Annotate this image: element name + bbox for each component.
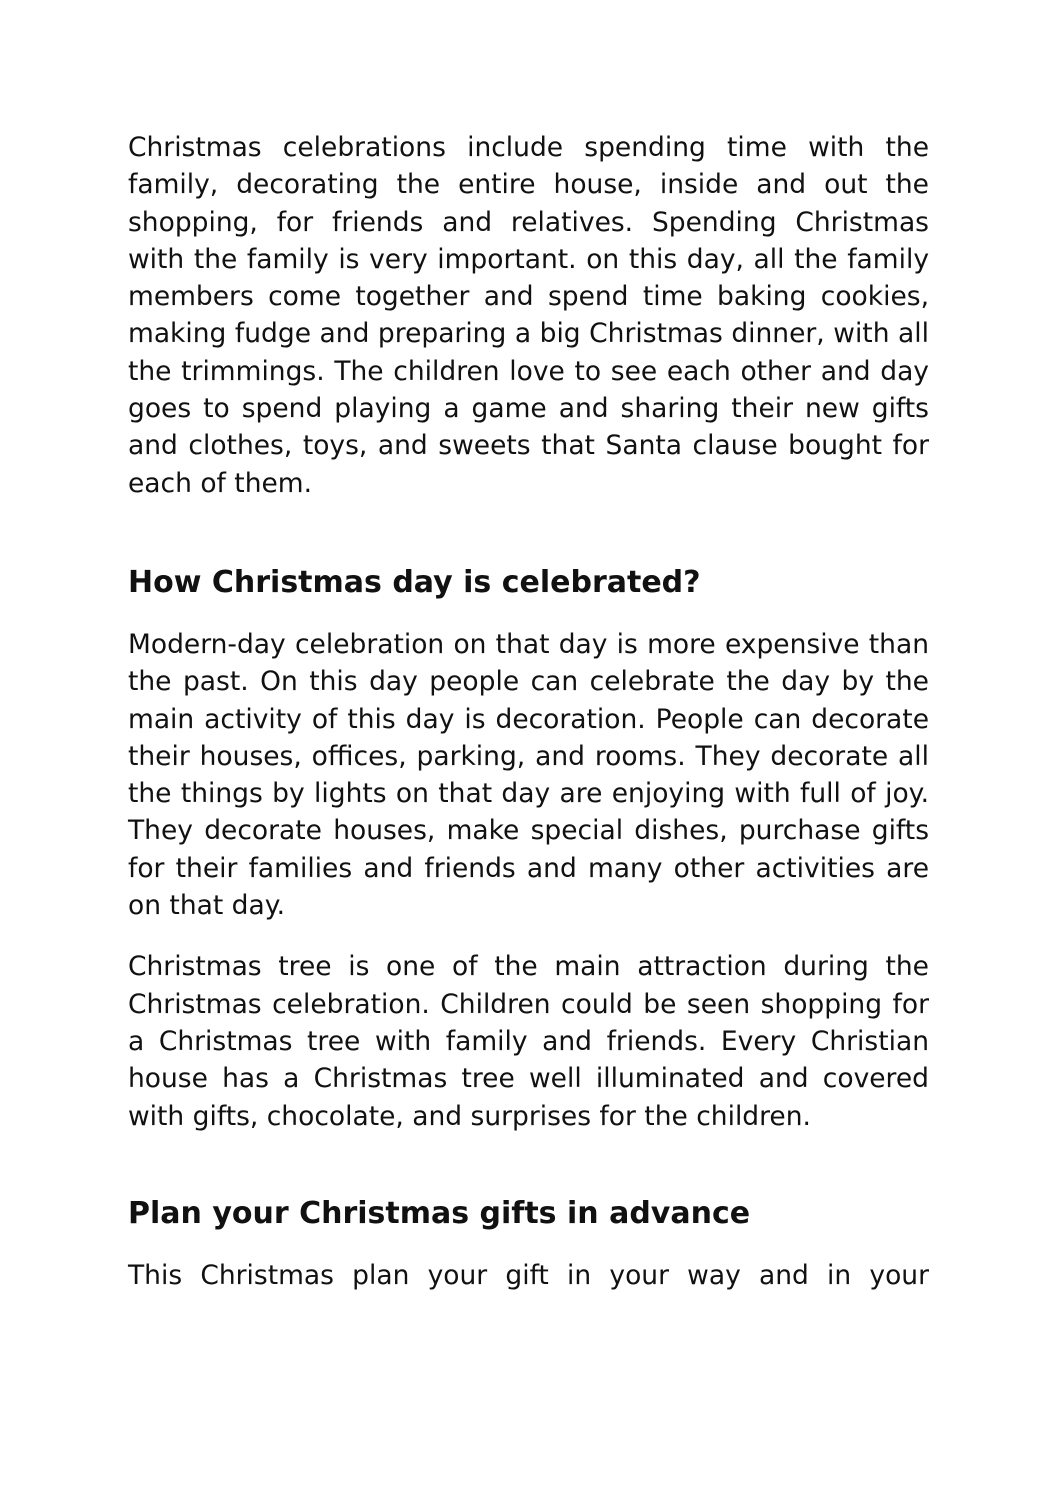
paragraph-plan-your-gift: This Christmas plan your gift in your way and in your (128, 1259, 929, 1291)
paragraph-christmas-tree: Christmas tree is one of the main attraction during the Christmas celebration. Children could be seen shopping for a Christmas tree with family and friends. Every Christian house has a Christmas tree well illuminated and covered with gifts, chocolate, and surprises for the children. (128, 951, 929, 1132)
paragraph-modern-day-celebration: Modern-day celebration on that day is more expensive than the past. On this day people can celebrate the day by the main activity of this day is decoration. People can decorate their houses, offices, parking, and rooms. They decorate all the things by lights on that day are enjoying with full of joy. They decorate houses, make special dishes, purchase gifts for their families and friends and many other activities are on that day. (128, 628, 929, 922)
document-page (128, 129, 929, 1294)
heading-how-christmas-is-celebrated: How Christmas day is celebrated? (128, 564, 701, 600)
paragraph-christmas-celebrations: Christmas celebrations include spending time with the family, decorating the entire house, inside and out the shopping, for friends and relatives. Spending Christmas with the family is very important. on this day, all the family members come together and spend time baking cookies, making fudge and preparing a big Christmas dinner, with all the trimmings. The children love to see each other and day goes to spend playing a game and sharing their new gifts and clothes, toys, and sweets that Santa clause bought for each of them. (128, 132, 929, 499)
heading-plan-gifts-in-advance: Plan your Christmas gifts in advance (128, 1195, 751, 1231)
